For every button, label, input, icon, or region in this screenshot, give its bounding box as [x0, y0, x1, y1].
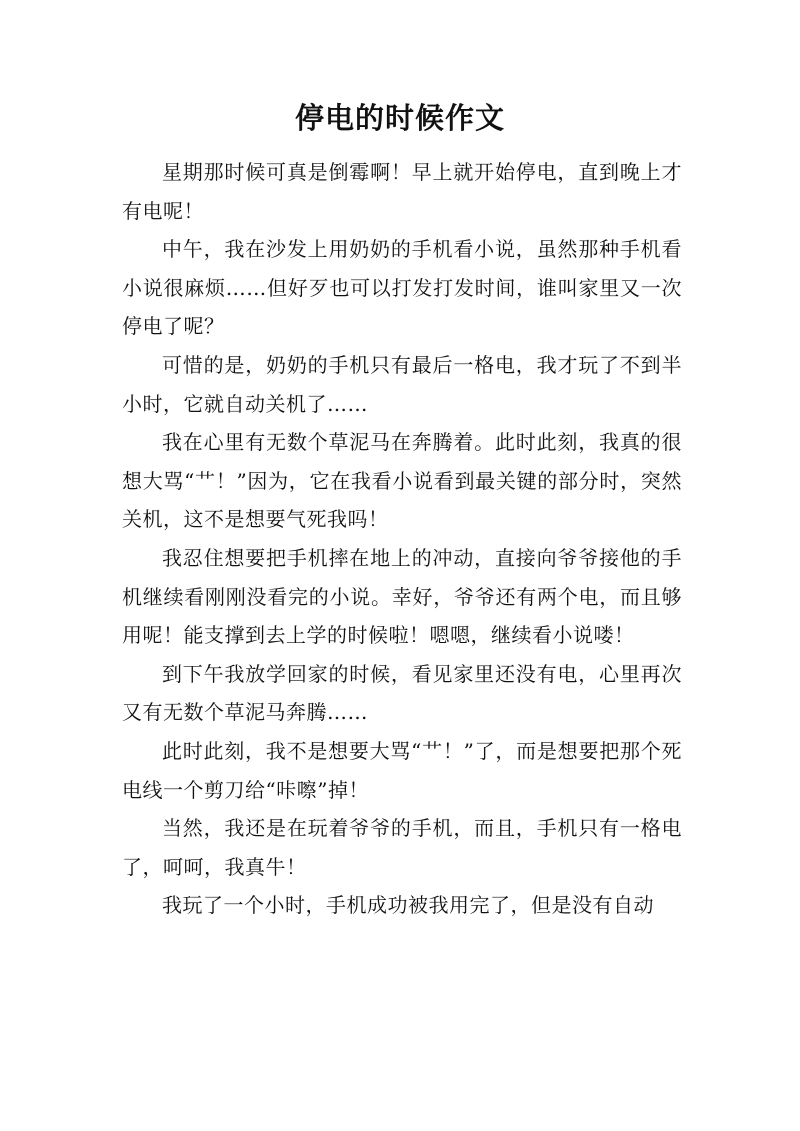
document-title: 停电的时候作文: [294, 101, 505, 135]
document-body: [122, 153, 682, 925]
paragraph: 可惜的是，奶奶的手机只有最后一格电，我才玩了不到半小时，它就自动关机了……: [122, 352, 682, 416]
paragraph: 此时此刻，我不是想要大骂“艹！”了，而是想要把那个死电线一个剪刀给“咔嚓”掉！: [122, 738, 682, 802]
paragraph: 我玩了一个小时，手机成功被我用完了，但是没有自动: [162, 893, 654, 918]
paragraph: 星期那时候可真是倒霉啊！早上就开始停电，直到晚上才有电呢！: [122, 160, 682, 223]
paragraph: 我在心里有无数个草泥马在奔腾着。此时此刻，我真的很想大骂“艹！”因为，它在我看小说看到最关键的部分时，突然关机，这不是想要气死我吗！: [122, 430, 682, 532]
paragraph: 当然，我还是在玩着爷爷的手机，而且，手机只有一格电了，呵呵，我真牛！: [122, 816, 682, 879]
paragraph: 中午，我在沙发上用奶奶的手机看小说，虽然那种手机看小说很麻烦……但好歹也可以打发打发时间，谁叫家里又一次停电了呢？: [122, 237, 682, 339]
paragraph: 我忍住想要把手机摔在地上的冲动，直接向爷爷接他的手机继续看刚刚没看完的小说。幸好，爷爷还有两个电，而且够用呢！能支撑到去上学的时候啦！嗯嗯，继续看小说喽！: [122, 545, 682, 648]
paragraph: 到下午我放学回家的时候，看见家里还没有电，心里再次又有无数个草泥马奔腾……: [122, 661, 682, 725]
